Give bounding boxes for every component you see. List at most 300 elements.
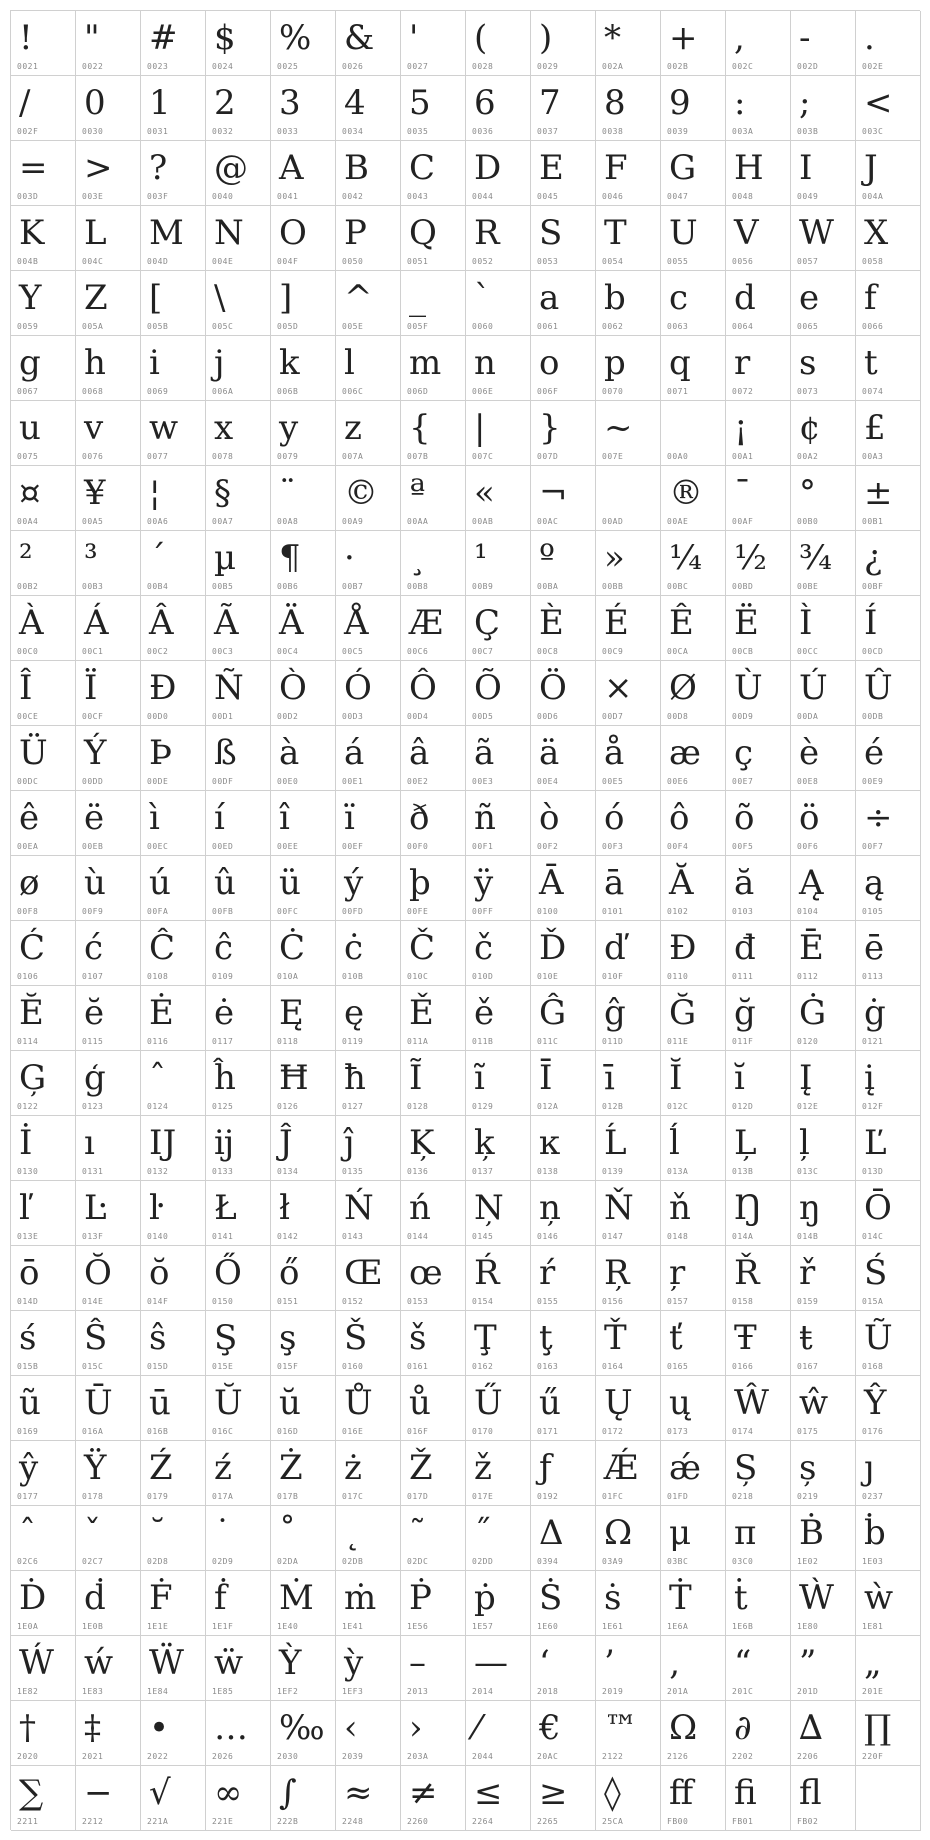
glyph-char: † <box>19 1708 36 1748</box>
glyph-char: Δ <box>539 1513 564 1553</box>
glyph-char: 0 <box>84 83 106 123</box>
glyph-codepoint: 0034 <box>342 127 364 136</box>
glyph-char: 8 <box>604 83 626 123</box>
glyph-char: Ṡ <box>539 1578 563 1618</box>
glyph-codepoint: 00C9 <box>602 647 624 656</box>
glyph-cell <box>466 726 531 791</box>
glyph-char: M <box>149 213 184 253</box>
glyph-codepoint: 013C <box>797 1167 819 1176</box>
glyph-char: Ō <box>864 1188 892 1228</box>
glyph-cell <box>531 986 596 1051</box>
glyph-cell <box>336 791 401 856</box>
glyph-codepoint: 1E85 <box>212 1687 234 1696</box>
glyph-codepoint: 1EF2 <box>277 1687 299 1696</box>
glyph-cell <box>531 1506 596 1571</box>
glyph-cell <box>206 1441 271 1506</box>
glyph-codepoint: 0078 <box>212 452 234 461</box>
glyph-codepoint: 0159 <box>797 1297 819 1306</box>
glyph-cell <box>856 1181 921 1246</box>
glyph-char: Ğ <box>669 993 697 1033</box>
glyph-codepoint: 0035 <box>407 127 429 136</box>
glyph-cell <box>336 726 401 791</box>
glyph-codepoint: 00B6 <box>277 582 299 591</box>
glyph-cell <box>401 141 466 206</box>
glyph-codepoint: 00A5 <box>82 517 104 526</box>
glyph-codepoint: 201D <box>797 1687 819 1696</box>
glyph-cell <box>271 336 336 401</box>
glyph-char: ẃ <box>84 1643 114 1683</box>
glyph-cell <box>856 921 921 986</box>
glyph-char: Ṁ <box>279 1578 314 1618</box>
glyph-cell <box>401 1701 466 1766</box>
glyph-char: Õ <box>474 668 502 708</box>
glyph-codepoint: 0124 <box>147 1102 169 1111</box>
glyph-codepoint: 0146 <box>537 1232 559 1241</box>
glyph-cell <box>596 466 661 531</box>
glyph-char: þ <box>409 863 431 903</box>
glyph-cell <box>76 661 141 726</box>
glyph-codepoint: 0120 <box>797 1037 819 1046</box>
glyph-cell <box>791 1116 856 1181</box>
glyph-char: Ť <box>604 1318 627 1358</box>
glyph-cell <box>661 1376 726 1441</box>
glyph-codepoint: 0151 <box>277 1297 299 1306</box>
glyph-char: Ω <box>669 1708 698 1748</box>
glyph-codepoint: 0063 <box>667 322 689 331</box>
glyph-codepoint: 006C <box>342 387 364 396</box>
glyph-codepoint: 20AC <box>537 1752 559 1761</box>
glyph-codepoint: 00E8 <box>797 777 819 786</box>
glyph-codepoint: 0104 <box>797 907 819 916</box>
glyph-cell <box>531 206 596 271</box>
glyph-cell <box>726 986 791 1051</box>
glyph-char: i <box>149 343 160 383</box>
glyph-codepoint: 00BB <box>602 582 624 591</box>
glyph-char: į <box>864 1058 875 1098</box>
glyph-cell <box>466 141 531 206</box>
glyph-cell <box>401 1766 466 1831</box>
glyph-cell <box>856 11 921 76</box>
glyph-cell <box>336 1246 401 1311</box>
glyph-cell <box>791 466 856 531</box>
glyph-char: ỳ <box>344 1643 364 1683</box>
glyph-cell <box>141 466 206 531</box>
glyph-char: ˘ <box>149 1513 166 1553</box>
glyph-char: ( <box>474 18 488 58</box>
glyph-codepoint: 0237 <box>862 1492 884 1501</box>
glyph-char: ť <box>669 1318 683 1358</box>
glyph-char: ^ <box>344 278 373 318</box>
glyph-codepoint: 02D9 <box>212 1557 234 1566</box>
glyph-cell <box>596 401 661 466</box>
glyph-char: : <box>734 83 746 123</box>
glyph-cell <box>141 531 206 596</box>
glyph-codepoint: 2044 <box>472 1752 494 1761</box>
glyph-cell <box>596 1051 661 1116</box>
glyph-codepoint: 201A <box>667 1687 689 1696</box>
glyph-codepoint: 0030 <box>82 127 104 136</box>
glyph-char: æ <box>669 733 701 773</box>
glyph-char: ǽ <box>669 1448 701 1488</box>
glyph-codepoint: 0121 <box>862 1037 884 1046</box>
glyph-codepoint: 00EA <box>17 842 39 851</box>
glyph-codepoint: 02DC <box>407 1557 429 1566</box>
glyph-char: ń <box>409 1188 431 1228</box>
glyph-cell <box>271 596 336 661</box>
glyph-cell <box>661 1051 726 1116</box>
glyph-char: { <box>409 408 431 448</box>
glyph-char: ŷ <box>19 1448 39 1488</box>
glyph-codepoint: 0038 <box>602 127 624 136</box>
glyph-cell <box>856 1571 921 1636</box>
glyph-cell <box>11 661 76 726</box>
glyph-cell <box>271 401 336 466</box>
glyph-char: è <box>799 733 820 773</box>
glyph-cell <box>596 1376 661 1441</box>
glyph-codepoint: 2019 <box>602 1687 624 1696</box>
glyph-codepoint: 00BD <box>732 582 754 591</box>
glyph-cell <box>791 336 856 401</box>
glyph-char: ‘ <box>539 1643 550 1683</box>
glyph-char: r <box>734 343 751 383</box>
glyph-cell <box>466 1116 531 1181</box>
glyph-char: ṁ <box>344 1578 377 1618</box>
glyph-codepoint: 00CA <box>667 647 689 656</box>
glyph-cell <box>401 1181 466 1246</box>
glyph-codepoint: 0218 <box>732 1492 754 1501</box>
glyph-cell <box>531 466 596 531</box>
glyph-char: Ź <box>149 1448 173 1488</box>
glyph-cell <box>791 1571 856 1636</box>
glyph-codepoint: 0141 <box>212 1232 234 1241</box>
glyph-cell <box>661 791 726 856</box>
glyph-cell <box>726 1246 791 1311</box>
glyph-cell <box>141 11 206 76</box>
glyph-codepoint: 014B <box>797 1232 819 1241</box>
glyph-codepoint: 00AC <box>537 517 559 526</box>
glyph-char: Ň <box>604 1188 634 1228</box>
glyph-char: ÿ <box>474 863 494 903</box>
glyph-cell <box>466 596 531 661</box>
glyph-codepoint: 014D <box>17 1297 39 1306</box>
glyph-cell <box>336 531 401 596</box>
glyph-cell <box>726 661 791 726</box>
glyph-char: ﬂ <box>799 1773 822 1813</box>
glyph-cell <box>271 1636 336 1701</box>
glyph-codepoint: 01FD <box>667 1492 689 1501</box>
glyph-codepoint: 00FF <box>472 907 494 916</box>
glyph-char: ¦ <box>149 473 161 513</box>
glyph-char: ’ <box>604 1643 615 1683</box>
glyph-char: â <box>409 733 430 773</box>
glyph-codepoint: 010C <box>407 972 429 981</box>
glyph-cell <box>141 986 206 1051</box>
glyph-codepoint: 0028 <box>472 62 494 71</box>
glyph-char: Ý <box>84 733 107 773</box>
glyph-char: Ą <box>799 863 824 903</box>
glyph-cell <box>466 1246 531 1311</box>
glyph-codepoint: 0131 <box>82 1167 104 1176</box>
glyph-cell <box>271 466 336 531</box>
glyph-cell <box>141 1181 206 1246</box>
glyph-char: ŗ <box>669 1253 686 1293</box>
glyph-char: ŋ <box>799 1188 821 1228</box>
glyph-codepoint: 0137 <box>472 1167 494 1176</box>
glyph-char: k <box>279 343 300 383</box>
glyph-cell <box>206 726 271 791</box>
glyph-char: V <box>734 213 759 253</box>
glyph-char: ŝ <box>149 1318 167 1358</box>
glyph-cell <box>531 141 596 206</box>
glyph-cell <box>11 466 76 531</box>
glyph-cell <box>401 531 466 596</box>
glyph-codepoint: 006A <box>212 387 234 396</box>
glyph-cell <box>726 726 791 791</box>
glyph-cell <box>11 206 76 271</box>
glyph-codepoint: 00F2 <box>537 842 559 851</box>
glyph-codepoint: 0161 <box>407 1362 429 1371</box>
glyph-cell <box>271 986 336 1051</box>
glyph-char: f <box>864 278 877 318</box>
glyph-codepoint: 0127 <box>342 1102 364 1111</box>
glyph-char: J <box>864 148 878 188</box>
glyph-char: E <box>539 148 564 188</box>
glyph-cell <box>661 206 726 271</box>
glyph-char: ˙ <box>214 1513 231 1553</box>
glyph-cell <box>76 336 141 401</box>
glyph-char: ú <box>149 863 171 903</box>
glyph-codepoint: 00F8 <box>17 907 39 916</box>
glyph-char: μ <box>669 1513 692 1553</box>
glyph-codepoint: 0117 <box>212 1037 234 1046</box>
glyph-cell <box>401 726 466 791</box>
glyph-char: đ <box>734 928 756 968</box>
glyph-char: © <box>344 473 378 513</box>
glyph-cell <box>336 466 401 531</box>
glyph-char: F <box>604 148 628 188</box>
glyph-char: P <box>344 213 367 253</box>
glyph-codepoint: 1E6A <box>667 1622 689 1631</box>
glyph-cell <box>856 856 921 921</box>
glyph-cell <box>661 531 726 596</box>
glyph-cell <box>206 986 271 1051</box>
glyph-char: / <box>19 83 31 123</box>
glyph-char: p <box>604 343 626 383</box>
glyph-codepoint: 011B <box>472 1037 494 1046</box>
glyph-cell <box>661 76 726 141</box>
glyph-codepoint: 00B8 <box>407 582 429 591</box>
glyph-char: ≠ <box>409 1773 438 1813</box>
glyph-cell <box>401 856 466 921</box>
glyph-cell <box>401 791 466 856</box>
glyph-char: Ş <box>214 1318 238 1358</box>
glyph-codepoint: 00A4 <box>17 517 39 526</box>
glyph-codepoint: 0140 <box>147 1232 169 1241</box>
glyph-cell <box>271 1116 336 1181</box>
glyph-cell <box>596 1246 661 1311</box>
glyph-char: Ó <box>344 668 372 708</box>
glyph-codepoint: 007A <box>342 452 364 461</box>
glyph-cell <box>141 271 206 336</box>
glyph-cell <box>531 271 596 336</box>
glyph-codepoint: 0132 <box>147 1167 169 1176</box>
glyph-codepoint: 0102 <box>667 907 689 916</box>
glyph-codepoint: 0119 <box>342 1037 364 1046</box>
glyph-codepoint: 0101 <box>602 907 624 916</box>
glyph-char: Ç <box>474 603 501 643</box>
glyph-cell <box>791 141 856 206</box>
glyph-cell <box>141 141 206 206</box>
glyph-char: n <box>474 343 496 383</box>
glyph-cell <box>271 141 336 206</box>
glyph-codepoint: 1E84 <box>147 1687 169 1696</box>
glyph-cell <box>661 596 726 661</box>
glyph-codepoint: 012C <box>667 1102 689 1111</box>
glyph-cell <box>11 1376 76 1441</box>
glyph-codepoint: 1E56 <box>407 1622 429 1631</box>
glyph-char: Ô <box>409 668 437 708</box>
glyph-cell <box>596 1116 661 1181</box>
glyph-cell <box>76 401 141 466</box>
glyph-cell <box>76 1116 141 1181</box>
glyph-char: ¡ <box>734 408 748 448</box>
glyph-codepoint: 00BC <box>667 582 689 591</box>
glyph-char: Í <box>864 603 878 643</box>
glyph-codepoint: 222B <box>277 1817 299 1826</box>
glyph-char: ½ <box>734 538 767 578</box>
glyph-char: m <box>409 343 442 383</box>
glyph-cell <box>661 661 726 726</box>
glyph-char: Ù <box>734 668 763 708</box>
glyph-char: Ļ <box>734 1123 757 1163</box>
glyph-char: õ <box>734 798 755 838</box>
glyph-char: ∆ <box>799 1708 823 1748</box>
glyph-char: ŀ <box>149 1188 160 1228</box>
glyph-codepoint: 0070 <box>602 387 624 396</box>
glyph-cell <box>791 401 856 466</box>
glyph-codepoint: 1E60 <box>537 1622 559 1631</box>
glyph-codepoint: 0179 <box>147 1492 169 1501</box>
glyph-char: Ū <box>84 1383 113 1423</box>
glyph-cell <box>401 1246 466 1311</box>
glyph-cell <box>856 1376 921 1441</box>
glyph-cell <box>661 1701 726 1766</box>
glyph-char: Ģ <box>19 1058 47 1098</box>
glyph-char: Ŝ <box>84 1318 108 1358</box>
glyph-codepoint: 2212 <box>82 1817 104 1826</box>
glyph-codepoint: 007D <box>537 452 559 461</box>
glyph-char: Ö <box>539 668 567 708</box>
glyph-cell <box>596 336 661 401</box>
glyph-codepoint: 006F <box>537 387 559 396</box>
glyph-cell <box>336 1376 401 1441</box>
glyph-char: ē <box>864 928 885 968</box>
glyph-char: £ <box>864 408 886 448</box>
glyph-cell <box>856 1116 921 1181</box>
glyph-char: + <box>669 18 698 58</box>
glyph-char: I <box>799 148 813 188</box>
glyph-char: Ġ <box>799 993 827 1033</box>
glyph-char: “ <box>734 1643 752 1683</box>
glyph-cell <box>76 596 141 661</box>
glyph-codepoint: 0115 <box>82 1037 104 1046</box>
glyph-codepoint: 0142 <box>277 1232 299 1241</box>
glyph-cell <box>466 661 531 726</box>
glyph-cell <box>11 76 76 141</box>
glyph-codepoint: 002B <box>667 62 689 71</box>
glyph-codepoint: 00BA <box>537 582 559 591</box>
glyph-cell <box>271 76 336 141</box>
glyph-cell <box>661 1636 726 1701</box>
glyph-cell <box>206 336 271 401</box>
glyph-codepoint: 2014 <box>472 1687 494 1696</box>
glyph-codepoint: 017C <box>342 1492 364 1501</box>
glyph-cell <box>141 1506 206 1571</box>
glyph-cell <box>336 1311 401 1376</box>
glyph-codepoint: 00AD <box>602 517 624 526</box>
glyph-cell <box>531 661 596 726</box>
glyph-cell <box>206 1051 271 1116</box>
glyph-codepoint: 0051 <box>407 257 429 266</box>
glyph-char: ė <box>214 993 235 1033</box>
glyph-cell <box>726 1506 791 1571</box>
glyph-cell <box>141 1766 206 1831</box>
glyph-codepoint: 0040 <box>212 192 234 201</box>
glyph-codepoint: 015F <box>277 1362 299 1371</box>
glyph-char: Æ <box>409 603 444 643</box>
glyph-char: ð <box>409 798 430 838</box>
glyph-codepoint: 0148 <box>667 1232 689 1241</box>
glyph-cell <box>856 726 921 791</box>
glyph-cell <box>466 271 531 336</box>
glyph-cell <box>596 1766 661 1831</box>
glyph-char: ∞ <box>214 1773 243 1813</box>
glyph-codepoint: 00E1 <box>342 777 364 786</box>
glyph-char: Ỳ <box>279 1643 302 1683</box>
glyph-cell <box>531 1636 596 1701</box>
glyph-cell <box>466 1701 531 1766</box>
glyph-cell <box>856 596 921 661</box>
glyph-char: √ <box>149 1773 171 1813</box>
glyph-cell <box>206 791 271 856</box>
glyph-codepoint: 00B9 <box>472 582 494 591</box>
glyph-codepoint: 0158 <box>732 1297 754 1306</box>
glyph-char: ñ <box>474 798 496 838</box>
glyph-cell <box>531 1571 596 1636</box>
glyph-char: y <box>279 408 299 448</box>
glyph-codepoint: 00A7 <box>212 517 234 526</box>
glyph-char: Î <box>19 668 33 708</box>
glyph-char: ı <box>84 1123 95 1163</box>
glyph-cell <box>726 1571 791 1636</box>
glyph-codepoint: 00F6 <box>797 842 819 851</box>
glyph-codepoint: 0055 <box>667 257 689 266</box>
glyph-cell <box>531 1311 596 1376</box>
glyph-grid <box>10 10 920 1830</box>
glyph-char: Ñ <box>214 668 244 708</box>
glyph-char: ¨ <box>279 473 296 513</box>
glyph-cell <box>726 856 791 921</box>
glyph-codepoint: 00B2 <box>17 582 39 591</box>
glyph-char: c <box>669 278 689 318</box>
glyph-char: Ĕ <box>19 993 44 1033</box>
glyph-cell <box>791 856 856 921</box>
glyph-cell <box>11 986 76 1051</box>
glyph-char: ﬁ <box>734 1773 757 1813</box>
glyph-char: · <box>344 538 355 578</box>
glyph-char: – <box>409 1643 426 1683</box>
glyph-codepoint: 03A9 <box>602 1557 624 1566</box>
